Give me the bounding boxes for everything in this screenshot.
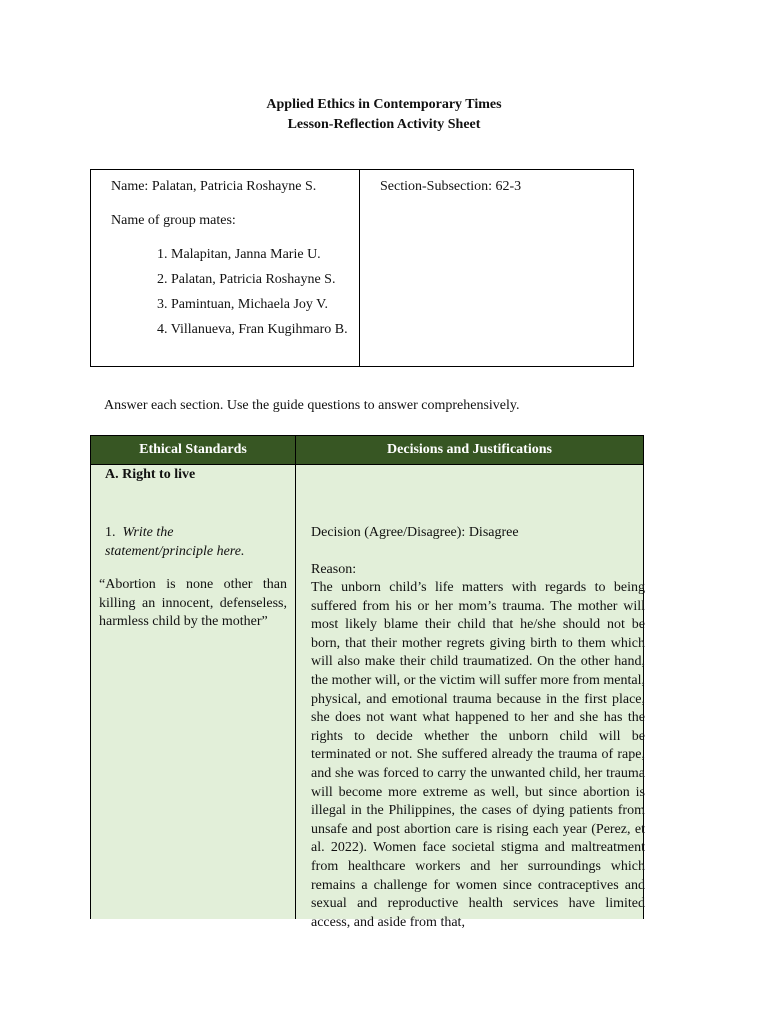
prompt bbox=[105, 524, 285, 561]
groupmates-label: Name of group mates: bbox=[111, 213, 236, 228]
groupmate-item: 1. Malapitan, Janna Marie U. bbox=[157, 247, 321, 262]
groupmate-item: 2. Palatan, Patricia Roshayne S. bbox=[157, 272, 336, 287]
document-title: Applied Ethics in Contemporary Times bbox=[266, 97, 502, 112]
section-subsection: Section-Subsection: 62-3 bbox=[380, 179, 522, 194]
student-info-box bbox=[90, 169, 634, 367]
info-box-divider bbox=[359, 170, 360, 366]
student-name: Name: Palatan, Patricia Roshayne S. bbox=[111, 179, 317, 194]
ethical-standards-cell bbox=[90, 465, 296, 919]
section-label: A. Right to live bbox=[105, 467, 196, 482]
reason-label: Reason: bbox=[311, 562, 357, 577]
decisions-cell bbox=[295, 465, 645, 930]
prompt-text: Write the statement/principle here. bbox=[105, 525, 245, 559]
decision: Decision (Agree/Disagree): Disagree bbox=[311, 525, 519, 540]
groupmate-item: 3. Pamintuan, Michaela Joy V. bbox=[157, 297, 328, 312]
header-ethical-standards: Ethical Standards bbox=[90, 435, 296, 465]
groupmate-item: 4. Villanueva, Fran Kugihmaro B. bbox=[157, 322, 348, 337]
instructions: Answer each section. Use the guide questions to answer comprehensively. bbox=[104, 398, 520, 413]
ethics-table bbox=[90, 435, 645, 930]
principle-statement: “Abortion is none other than killing an innocent, defenseless, harmless child by the mother” bbox=[99, 577, 287, 630]
prompt-number: 1. bbox=[105, 525, 116, 540]
document-subtitle: Lesson-Reflection Activity Sheet bbox=[287, 117, 481, 132]
header-decisions-justifications: Decisions and Justifications bbox=[295, 435, 644, 465]
reason-text: The unborn child’s life matters with regards to being suffered from his or her mom’s trauma. The mother will most likely blame their child that he/she should not be born, that their mother regrets giving birth to them which will also make their child traumatized. On the other hand, the mother will, or the victim will suffer more from mental, physical, and emotional trauma because in the first place, she does not want what happened to her and she has the rights to decide whether the unborn child will be terminated or not. She suffered already the trauma of rape, and she was forced to carry the unwanted child, her trauma will become more extreme as well, but since abortion is illegal in the Philippines, the cases of dying patients from unsafe and post abortion care is rising each year (Perez, et al. 2022). Women face societal stigma and maltreatment from healthcare workers and her surroundings which remains a challenge for women since contraceptives and sexual and reproductive health services have limited access, and aside from that, bbox=[311, 580, 645, 930]
